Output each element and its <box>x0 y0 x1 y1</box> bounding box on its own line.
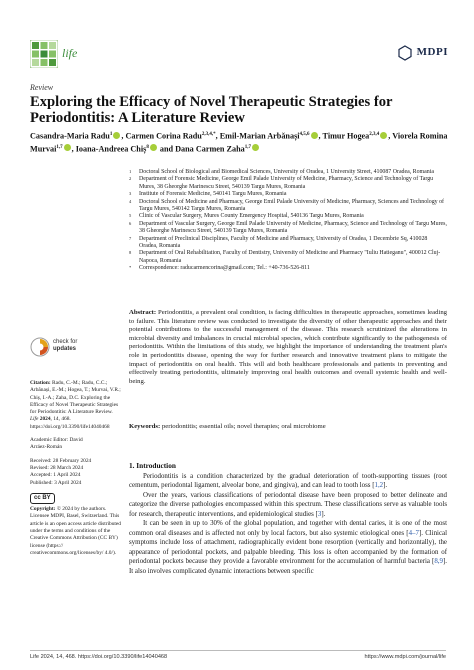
check-updates-line1: check for <box>53 339 78 345</box>
affiliation-number: 8 <box>129 250 132 256</box>
orcid-icon[interactable] <box>380 132 387 139</box>
check-for-updates-button[interactable] <box>30 337 120 361</box>
affiliation-number: 7 <box>129 235 132 241</box>
abstract <box>129 309 447 386</box>
affiliation-number: 4 <box>129 198 132 204</box>
received-date: Received: 28 February 2024 <box>30 457 92 464</box>
keywords-label: Keywords: <box>129 423 161 430</box>
check-updates-line2: updates <box>53 346 77 352</box>
author-separator: , <box>121 131 126 141</box>
affiliation-text: Clinic of Vascular Surgery, Mures County Emergency Hospital, 540136 Targu Mures, Romania <box>139 213 364 220</box>
keywords <box>129 423 447 432</box>
paper-title: Exploring the Efficacy of Novel Therapeutic Strategies for Periodontitis: A Literature Review <box>30 94 393 126</box>
affiliation-text: Department of Oral Rehabilitation, Faculty of Dentistry, University of Medicine and Pharmacy "Iuliu Hatieganu", 400012 Cluj-Napoca, Romania <box>139 250 441 264</box>
author-separator: , <box>388 131 393 141</box>
author-name[interactable]: Emil-Marian Arbănași <box>219 131 300 141</box>
affiliation-item <box>129 176 447 191</box>
author-name[interactable]: Ioana-Andreea Chiș <box>75 144 147 154</box>
accepted-date: Accepted: 1 April 2024 <box>30 472 81 479</box>
journal-name: life <box>62 46 78 60</box>
author-separator: and <box>157 144 176 154</box>
abstract-label: Abstract: <box>129 309 157 316</box>
citation-label: Citation: <box>30 380 51 386</box>
abstract-text: Periodontitis, a prevalent oral condition, is facing difficulties in therapeutic approaches, sometimes leading to failure. This literature review was conducted to investigate the diversity of other therapeutic approaches and their potential contributions to the successful management of the disease. This research scrutinized the alterations in microbial diversity and imbalances in crucial microbial species, which contribute significantly to the pathogenesis of periodontitis. Within the limitations of this study, we highlight the importance of understanding the treatment plan's role in periodontitis disease, opening the way for further research and innovative treatment plans to mitigate the impact of periodontitis on oral health. This will aid both healthcare professionals and patients in preventing and effectively treating periodontitis, ultimately improving oral health outcomes and overall systemic health and well-being. <box>129 309 448 385</box>
affiliation-list <box>129 169 447 273</box>
paragraph: It can be seen in up to 30% of the global population, and together with dental caries, it is one of the most common oral diseases and is affected not only by local factors, but also systemic etiological ones [4–7]. Clinical symptoms include loss of attachment, radiographically evident bone resorption (vertically and horizontally), the appearance of periodontal pockets, and palpable bleeding. This loss is often accompanied by the formation of periodontal pockets because they provide a favorable environment for the accumulation of harmful bacteria [8,9]. It also involves complicated dynamic interactions between specific <box>129 520 448 575</box>
affiliation-text: Doctoral School of Medicine and Pharmacy, George Emil Palade University of Medicine, Pharmacy, Sciences and Technology of Targu Mures, 540142 Targu Mures, Romania <box>139 198 444 213</box>
author-separator: , <box>318 131 323 141</box>
author-name[interactable]: Carmen Corina Radu <box>125 131 202 141</box>
affiliation-text: Correspondence: raducarmencorina@gmail.com; Tel.: +40-736-526-811 <box>139 265 310 272</box>
section-heading: 1. Introduction <box>129 461 176 470</box>
orcid-icon[interactable] <box>150 144 157 151</box>
citation-year: 2024 <box>39 416 51 423</box>
paragraph: Over the years, various classifications of periodontal disease have been proposed to better delineate and categorize the diverse pathologies encompassed within this spectrum. These classifications serve as valuable tools for research, therapeutic interventions, and epidemiological studies [3]. <box>129 491 447 518</box>
keywords-text: periodontitis; essential oils; novel therapies; oral microbiome <box>161 423 326 430</box>
affiliation-item <box>129 213 447 220</box>
revised-date: Revised: 28 March 2024 <box>30 464 84 471</box>
citation-link[interactable]: 8,9 <box>434 558 443 566</box>
academic-editor-name: Arráez-Román <box>30 444 63 451</box>
paragraph: Periodontitis is a condition characterized by the gradual deterioration of tooth-supporting tissues (root cementum, periodontal ligament, alveolar bone, and gingiva), and can lead to tooth loss [1,2]. <box>129 473 447 490</box>
citation-link[interactable]: 1,2 <box>374 482 384 490</box>
editor-block <box>30 437 122 452</box>
check-updates-icon <box>30 337 50 357</box>
section-body <box>129 472 447 576</box>
affiliation-item <box>129 236 447 251</box>
author-name[interactable]: Viorela Romina Murvai <box>30 131 448 154</box>
affiliation-text: Department of Preclinical Disciplines, Faculty of Medicine and Pharmacy, University of Oradea, 1 Decembrie Sq, 410028 Oradea, Romania <box>139 235 428 250</box>
citation-link[interactable]: 3 <box>317 510 322 518</box>
affiliation-item <box>129 250 447 265</box>
author-affiliation-ref: 2,3,4,* <box>201 132 216 137</box>
orcid-icon[interactable] <box>113 132 120 139</box>
copyright-label: Copyright: <box>30 506 56 513</box>
author-affiliation-ref: 1 <box>109 132 113 137</box>
author-separator: , <box>215 131 220 141</box>
affiliation-text: Department of Vascular Surgery, George Emil Palade University of Medicine, Pharmacy, Science and Technology of Targu Mures, 38 Gheorghe Marinescu Street, 540139 Targu Mures, Romania <box>139 220 447 235</box>
affiliation-number: 6 <box>129 220 132 226</box>
author-list <box>30 129 450 154</box>
affiliation-item <box>129 221 447 236</box>
orcid-icon[interactable] <box>64 144 71 151</box>
affiliation-number: 1 <box>129 169 132 174</box>
mdpi-logo-icon <box>398 45 412 61</box>
author-affiliation-ref: 1,7 <box>244 144 251 150</box>
orcid-icon[interactable] <box>252 144 259 151</box>
dates-block <box>30 458 122 487</box>
academic-editor-label: Academic Editor: David <box>30 437 83 444</box>
license-block <box>30 493 122 557</box>
affiliation-number: * <box>129 265 132 271</box>
publisher-name: MDPI <box>416 46 448 58</box>
article-type: Review <box>30 83 54 92</box>
author-affiliation-ref: 1,7 <box>56 144 63 150</box>
footer-journal-link[interactable]: https://www.mdpi.com/journal/life <box>364 654 446 660</box>
citation-text: Radu, C.-M.; Radu, C.C.; Arbănași, E.-M.; Hogea, T.; Murvai, V.R.; Chiș, I.-A.; Zaha, D.C. Exploring the Efficacy of Novel Therapeutic Strategies for Periodontitis: A Literature Review. <box>30 380 121 416</box>
published-date: Published: 3 April 2024 <box>30 479 82 486</box>
affiliation-text: Institute of Forensic Medicine, 540141 Targu Mures, Romania <box>139 191 287 198</box>
affiliation-number: 5 <box>129 213 132 219</box>
copyright-text: © 2024 by the authors. Licensee MDPI, Basel, Switzerland. This article is an open access article distributed under the terms and conditions of the Creative Commons Attribution (CC BY) license (https:// creativecommons.org/licenses/by/ 4.0/). <box>30 506 122 556</box>
author-name[interactable]: Dana Carmen Zaha <box>175 144 245 154</box>
citation-journal: Life <box>30 416 39 423</box>
footer-citation: Life 2024, 14, 468. https://doi.org/10.3390/life14040468 <box>30 654 168 660</box>
author-name[interactable]: Casandra-Maria Radu <box>30 131 110 141</box>
footer-divider <box>30 650 446 651</box>
orcid-icon[interactable] <box>311 132 318 139</box>
affiliation-text: Department of Forensic Medicine, George Emil Palade University of Medicine, Pharmacy, Science and Technology of Targu Mures, 38 Gheorghe Marinescu Street, 540139 Targu Mures, Romania <box>139 176 434 190</box>
author-affiliation-ref: 4,5,6 <box>299 132 310 137</box>
affiliation-text: Doctoral School of Biological and Biomedical Sciences, University of Oradea, 1 University Street, 410087 Oradea, Romania <box>139 169 434 175</box>
cc-by-badge-icon[interactable]: cc BY <box>30 493 55 504</box>
author-name[interactable]: Timur Hogea <box>322 131 370 141</box>
citation-block <box>30 380 122 431</box>
sidebar-metadata <box>30 380 122 563</box>
affiliation-item <box>129 199 447 214</box>
author-separator: , <box>71 144 76 154</box>
author-affiliation-ref: 2,3,4 <box>369 132 380 137</box>
journal-logo-icon <box>30 40 58 68</box>
affiliation-item <box>129 265 447 272</box>
author-affiliation-ref: 8 <box>146 144 149 150</box>
citation-link[interactable]: 4–7 <box>408 529 419 537</box>
affiliation-number: 3 <box>129 191 132 197</box>
affiliation-item <box>129 191 447 198</box>
citation-doi[interactable]: , 14, 468. https://doi.org/10.3390/life14040468 <box>30 416 110 430</box>
affiliation-number: 2 <box>129 176 132 182</box>
